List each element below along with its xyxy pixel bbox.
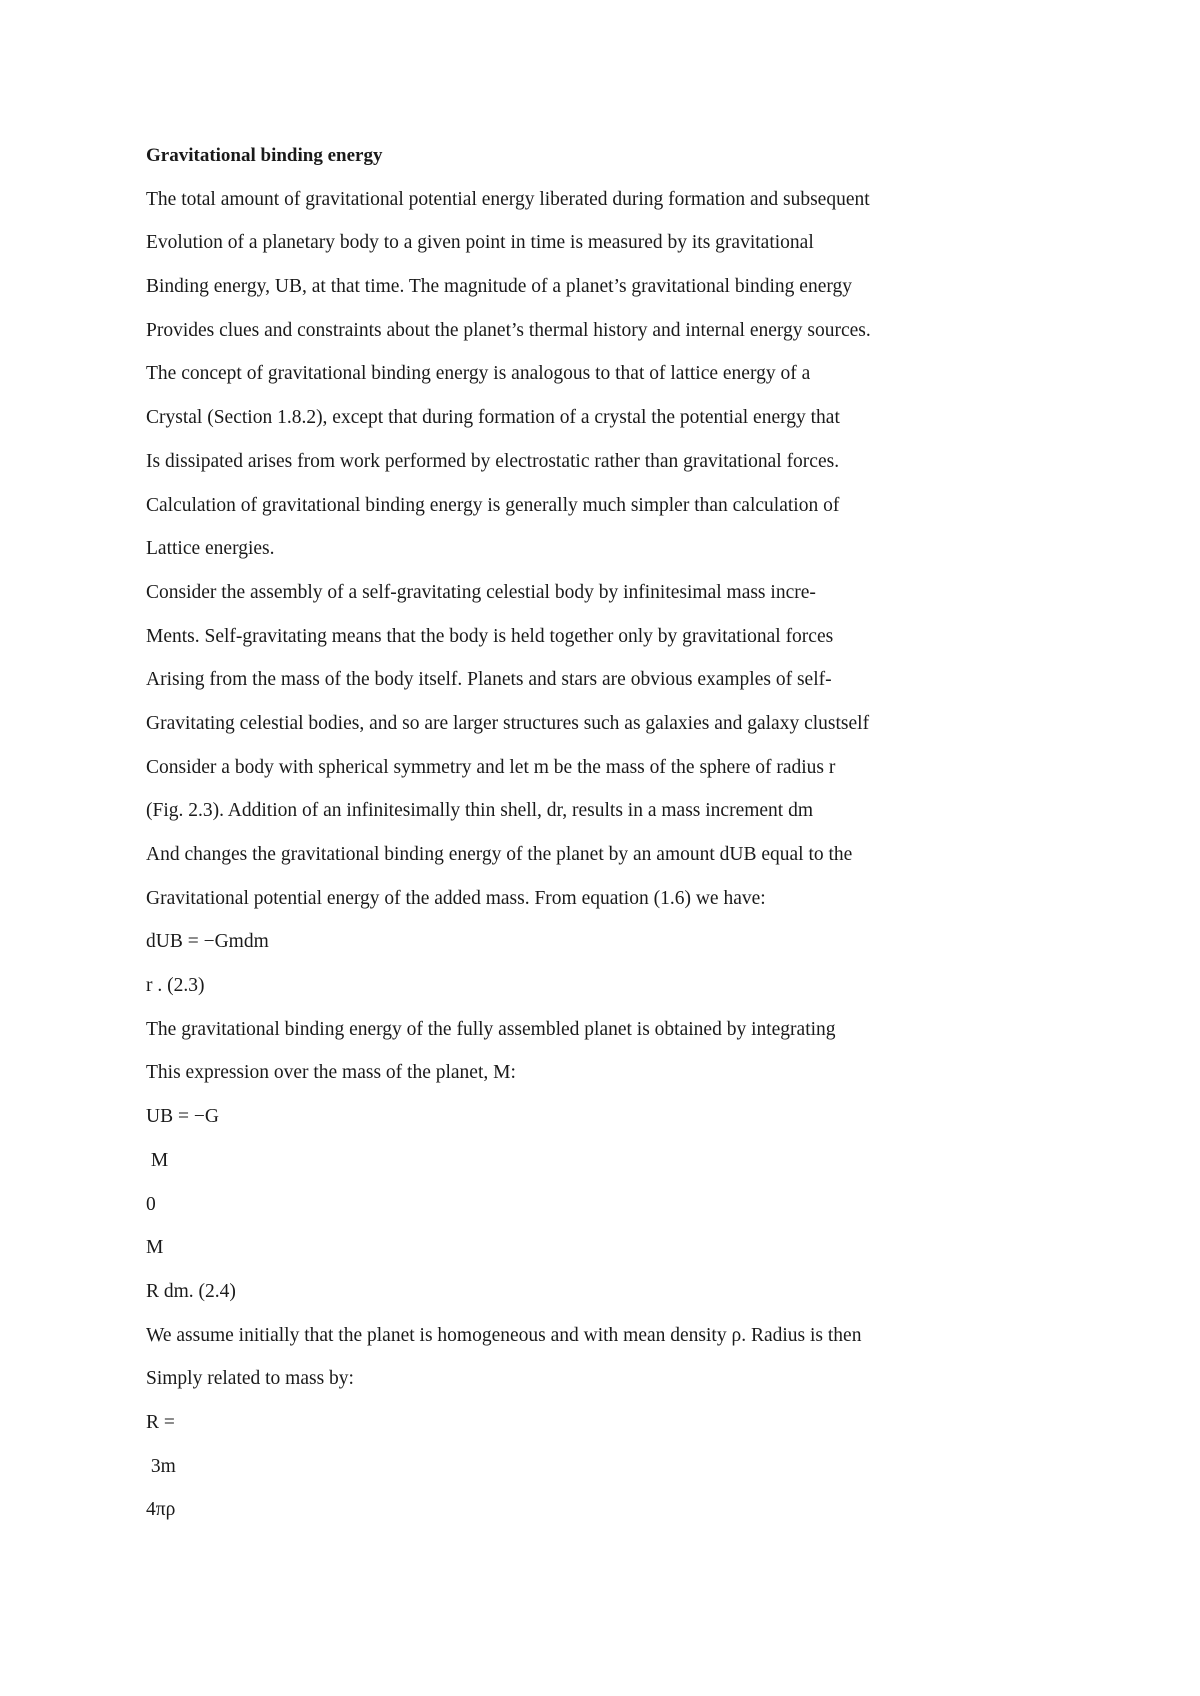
text-line: Binding energy, UB, at that time. The magnitude of a planet’s gravitational binding energy [146, 276, 852, 298]
text-line: 0 [146, 1193, 156, 1215]
text-line: M [146, 1149, 169, 1171]
text-line: UB = −G [146, 1106, 219, 1128]
text-line: 4πρ [146, 1499, 176, 1521]
text-line: Lattice energies. [146, 538, 275, 560]
text-line: M [146, 1237, 164, 1259]
text-line: We assume initially that the planet is homogeneous and with mean density ρ. Radius is then [146, 1324, 862, 1346]
text-line: Consider a body with spherical symmetry and let m be the mass of the sphere of radius r [146, 756, 836, 778]
text-line: Gravitational potential energy of the added mass. From equation (1.6) we have: [146, 887, 766, 909]
paragraph-lines [146, 188, 1146, 1542]
text-line: 3m [146, 1455, 176, 1477]
text-line: Consider the assembly of a self-gravitating celestial body by infinitesimal mass incre- [146, 581, 816, 603]
text-line: r . (2.3) [146, 975, 205, 997]
text-line: R dm. (2.4) [146, 1280, 236, 1302]
text-line: Arising from the mass of the body itself. Planets and stars are obvious examples of self- [146, 669, 832, 691]
text-line: dUB = −Gmdm [146, 931, 269, 953]
text-line: Evolution of a planetary body to a given point in time is measured by its gravitational [146, 232, 814, 254]
text-line: Calculation of gravitational binding energy is generally much simpler than calculation of [146, 494, 840, 516]
text-line: And changes the gravitational binding energy of the planet by an amount dUB equal to the [146, 844, 853, 865]
text-line: R = [146, 1411, 175, 1433]
document-body [146, 144, 1146, 1542]
text-line: Simply related to mass by: [146, 1368, 354, 1390]
text-line: The concept of gravitational binding energy is analogous to that of lattice energy of a [146, 363, 811, 385]
text-line: Gravitating celestial bodies, and so are larger structures such as galaxies and galaxy clustself [146, 712, 870, 734]
text-line: This expression over the mass of the planet, M: [146, 1062, 516, 1084]
document-title: Gravitational binding energy [146, 145, 383, 166]
text-line: The gravitational binding energy of the fully assembled planet is obtained by integrating [146, 1018, 836, 1040]
text-line: Ments. Self-gravitating means that the body is held together only by gravitational forces [146, 625, 834, 647]
text-line: (Fig. 2.3). Addition of an infinitesimally thin shell, dr, results in a mass increment dm [146, 800, 814, 822]
text-line: Is dissipated arises from work performed by electrostatic rather than gravitational forces. [146, 450, 840, 472]
text-line: Provides clues and constraints about the planet’s thermal history and internal energy sources. [146, 319, 871, 341]
text-line: The total amount of gravitational potential energy liberated during formation and subsequent [146, 188, 870, 210]
text-line: Crystal (Section 1.8.2), except that during formation of a crystal the potential energy that [146, 407, 840, 429]
